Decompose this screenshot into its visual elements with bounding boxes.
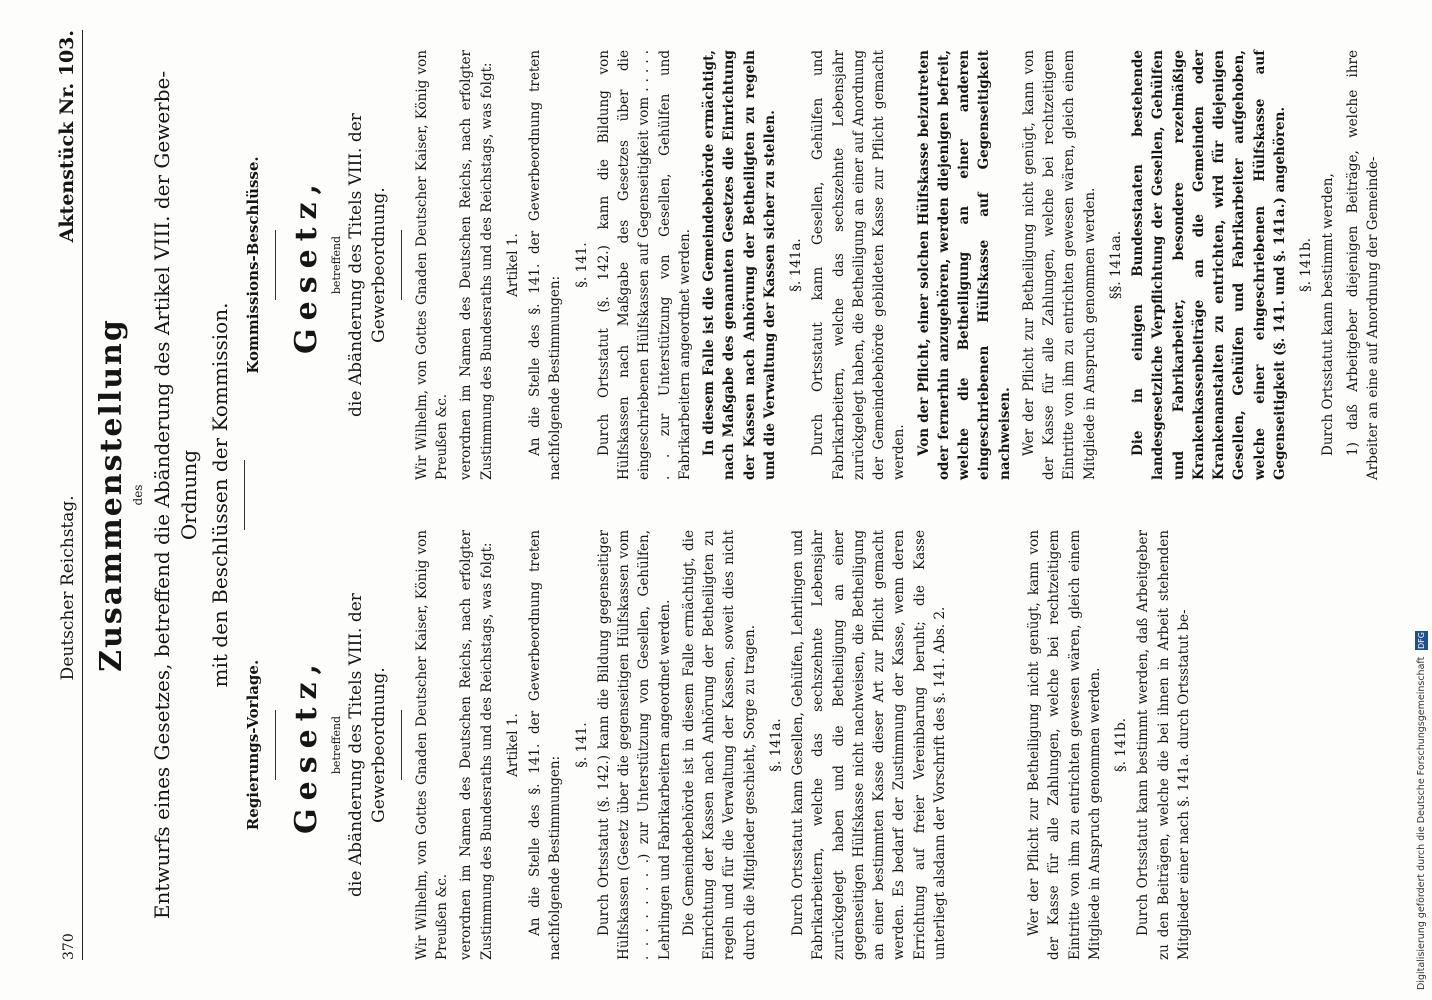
subtitle-line1: Entwurfs eines Gesetzes, betreffend die Abänderung des Artikel VIII. der Gewerbe-Ordnung: [150, 70, 201, 920]
gesetz-heading: Gesetz,: [288, 175, 324, 355]
intro-wilhelm: Wir Wilhelm, von Gottes Gnaden Deutscher Kaiser, König von Preußen &c.: [413, 50, 451, 480]
intro-verordnen: verordnen im Namen des Deutschen Reichs, nach erfolgter Zustimmung des Bundesraths und des Reichstags, was folgt:: [458, 50, 495, 480]
page-number: 370: [61, 933, 77, 960]
paragraph-141a-2: Wer der Pflicht zur Betheiligung nicht genügt, kann von der Kasse für alle Zahlungen, welche bei rechtzeitigem Eintritte von ihm zu entrichten gewesen wären, gleich einem Mitgliede in Anspruch genommen werden.: [1026, 530, 1103, 960]
section-141b: §. 141b.: [1113, 717, 1130, 773]
paragraph-141-1: Durch Ortsstatut (§. 142.) kann die Bildung gegenseitiger Hülfskassen (Gesetz über die gegenseitigen Hülfskassen vom . . . . . . . .) zur Unterstützung von Gesellen, Gehülfen, Lehrlingen und Fabrikarbeitern angeordnet werden.: [595, 530, 673, 960]
paragraph-141b-2: 1) daß Arbeitgeber diejenigen Beiträge, welche ihre Arbeiter an eine auf Anordnung der Gemeinde-: [1344, 50, 1381, 480]
section-141: §. 141.: [573, 722, 590, 768]
column-heading: Regierungs-Vorlage.: [244, 659, 262, 831]
document-title-block: [94, 30, 245, 960]
header-publication: Deutscher Reichstag.: [58, 495, 78, 681]
betreffend-line: die Abänderung des Titels VIII. der Gewerbeordnung.: [346, 113, 389, 417]
rotated-document-page: [16, 0, 1416, 1000]
section-141a: §. 141a.: [788, 238, 805, 292]
dfg-logo-icon: DFG: [1417, 631, 1426, 649]
paragraph-141a-3: Wer der Pflicht zur Betheiligung nicht genügt, kann von der Kasse für alle Zahlungen, welche bei rechtzeitigem Eintritte von ihm zu entrichten gewesen wären, gleich einem Mitgliede in Anspruch genommen werden.: [1020, 50, 1098, 480]
section-141: §. 141.: [573, 242, 590, 288]
column-rule: [275, 230, 276, 300]
betreffend-line: die Abänderung des Titels VIII. der Gewerbeordnung.: [346, 593, 389, 897]
artikel-label: Artikel 1.: [504, 713, 521, 777]
column-rule: [275, 710, 276, 780]
paragraph-141b-1: Durch Ortsstatut kann bestimmt werden, daß Arbeitgeber zu den Beiträgen, welche die bei ihnen in Arbeit stehenden Mitglieder einer nach §. 141a. durch Ortsstatut be-: [1135, 530, 1192, 960]
betreffend-label: betreffend: [329, 715, 343, 775]
section-141b: §. 141b.: [1298, 237, 1315, 293]
section-141aa: §§. 141aa.: [1107, 230, 1124, 300]
artikel-label: Artikel 1.: [504, 233, 521, 297]
digitization-note: [1415, 10, 1428, 990]
paragraph-141a-2: Von der Pflicht, einer solchen Hülfskasse beizutreten oder fernerhin anzugehören, werden diejenigen befreit, welche die Betheiligung an einer anderen eingeschriebenen Hülfskasse auf Gegenseitigkeit nachweisen.: [915, 50, 1013, 480]
paragraph-141a-1: Durch Ortsstatut kann Gesellen, Gehülfen, Lehrlingen und Fabrikarbeitern, welche das sechszehnte Lebensjahr zurückgelegt haben und die Betheiligung an einer gegenseitigen Hülfskasse nicht nachweisen, die Betheiligung an einer bestimmten Kasse dieser Art zur Pflicht gemacht werden. Es bedarf der Zustimmung der Kasse, wenn deren Errichtung auf freier Vereinbarung beruht; die Kasse unterliegt alsdann der Vorschrift des §. 141. Abs. 2.: [790, 530, 948, 960]
betreffend-label: betreffend: [329, 235, 343, 295]
header-aktenstueck: Aktenstück Nr. 103.: [56, 30, 78, 243]
paragraph-141b-1: Durch Ortsstatut kann bestimmt werden,: [1320, 173, 1337, 456]
paragraph-141a-1: Durch Ortsstatut kann Gesellen, Gehülfen und Fabrikarbeitern, welche das sechszehnte Lebensjahr zurückgelegt haben, die Betheiligung an einer auf Anordnung der Gemeindebehörde gebildeten Kasse zur Pflicht gemacht werden.: [810, 50, 908, 480]
column-kommissions-beschluesse: [242, 50, 1387, 480]
section-141a: §. 141a.: [767, 718, 784, 772]
subtitle-line2: mit den Beschlüssen der Kommission.: [208, 302, 232, 688]
paragraph-141-2: In diesem Falle ist die Gemeindebehörde ermächtigt, nach Maßgabe des genannten Gesetzes die Einrichtung der Kassen nach Anhörung der Betheiligten zu regeln und die Verwaltung der Kassen sicher zu stellen.: [701, 50, 778, 480]
paragraph-141-2: Die Gemeindebehörde ist in diesem Falle ermächtigt, die Einrichtung der Kassen nach Anhörung der Betheiligten zu regeln und für die Verwaltung der Kassen, soweit dies nicht durch die Mitglieder geschieht, Sorge zu tragen.: [680, 530, 758, 960]
column-regierungs-vorlage: [242, 530, 1198, 960]
running-header: [56, 30, 83, 960]
digitization-text: Digitalisierung gefördert durch die Deutsche Forschungsgemeinschaft: [1416, 656, 1427, 990]
stelle-paragraph: An die Stelle des §. 141. der Gewerbeordnung treten nachfolgende Bestimmungen:: [527, 530, 564, 960]
main-title: Zusammenstellung: [94, 318, 129, 672]
paragraph-141aa: Die in einigen Bundesstaaten bestehende landesgesetzliche Verpflichtung der Gesellen, Gehülfen und Fabrikarbeiter, besondere rezelmäßige Krankenkassenbeiträge an die Gemeinden oder Krankenanstalten zu entrichten, wird für diejenigen Gesellen, Gehülfen und Fabrikarbeiter aufgehoben, welche einer eingeschriebenen Hülfskasse auf Gegenseitigkeit (§. 141. und §. 141a.) angehören.: [1130, 50, 1288, 480]
intro-verordnen: verordnen im Namen des Deutschen Reichs, nach erfolgter Zustimmung des Bundesraths und des Reichstags, was folgt:: [458, 530, 495, 960]
paragraph-141-1: Durch Ortsstatut (§. 142.) kann die Bildung von Hülfskassen nach Maßgabe des Gesetzes über die eingeschriebenen Hülfskassen auf Gegenseitigkeit vom . . . . . . . zur Unterstützung von Gesellen, Gehülfen und Fabrikarbeitern angeordnet werden.: [595, 50, 693, 480]
column-heading: Kommissions-Beschlüsse.: [244, 156, 262, 374]
title-des: des: [131, 484, 145, 506]
intro-wilhelm: Wir Wilhelm, von Gottes Gnaden Deutscher Kaiser, König von Preußen &c.: [413, 530, 451, 960]
stelle-paragraph: An die Stelle des §. 141. der Gewerbeordnung treten nachfolgende Bestimmungen:: [527, 50, 564, 480]
gesetz-heading: Gesetz,: [288, 655, 324, 835]
